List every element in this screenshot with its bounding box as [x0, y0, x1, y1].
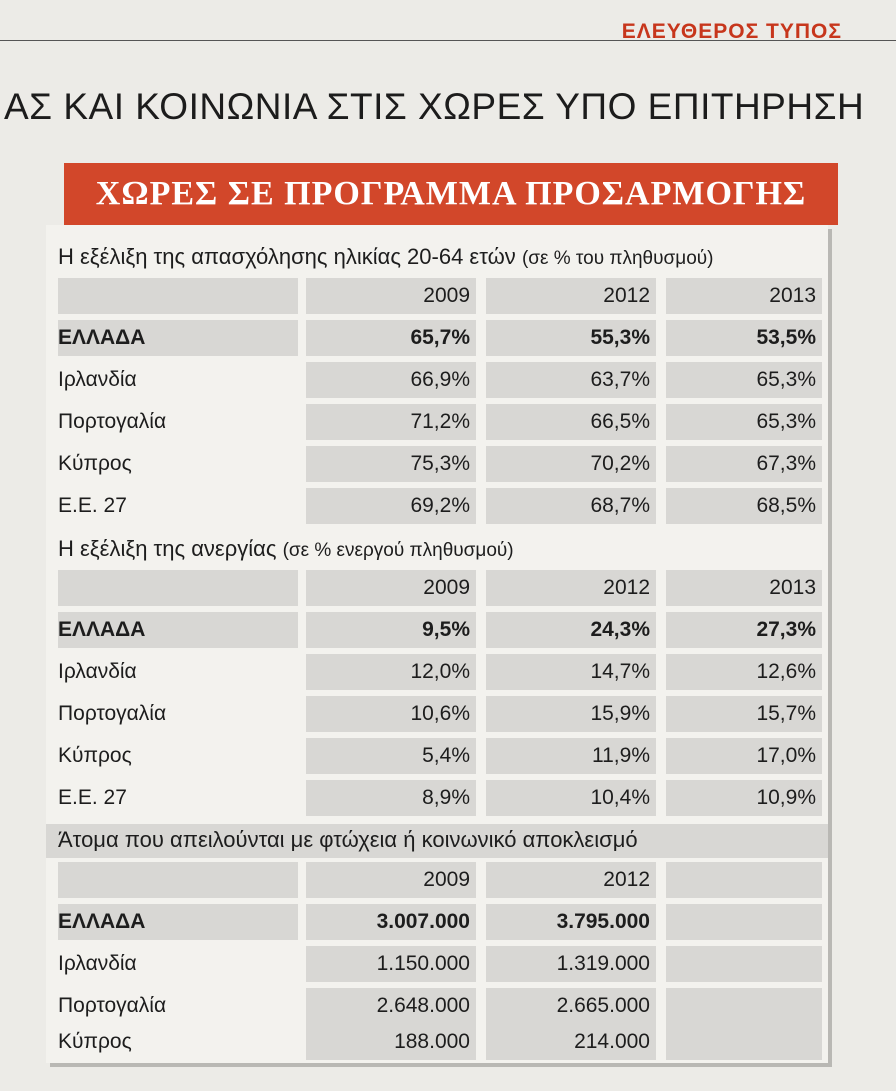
table-banner: ΧΩΡΕΣ ΣΕ ΠΡΟΓΡΑΜΜΑ ΠΡΟΣΑΡΜΟΓΗΣ [64, 163, 838, 225]
table-row: Ιρλανδία 12,0% 14,7% 12,6% [46, 652, 828, 692]
table-row: Κύπρος 188.000 214.000 [46, 1022, 828, 1062]
table-row: ΕΛΛΑΔΑ 9,5% 24,3% 27,3% [46, 610, 828, 650]
newspaper-name: ΕΛΕΥΘΕΡΟΣ ΤΥΠΟΣ [621, 20, 842, 43]
table-row: Πορτογαλία 71,2% 66,5% 65,3% [46, 402, 828, 442]
page-headline: ΑΣ ΚΑΙ ΚΟΙΝΩΝΙΑ ΣΤΙΣ ΧΩΡΕΣ ΥΠΟ ΕΠΙΤΗΡΗΣΗ [4, 86, 865, 127]
section-title-unemployment: Η εξέλιξη της ανεργίας (σε % ενεργού πληθυσμού) [58, 536, 514, 561]
table-row: Ιρλανδία 1.150.000 1.319.000 [46, 944, 828, 984]
table-row: Ε.Ε. 27 69,2% 68,7% 68,5% [46, 486, 828, 526]
table-row: Πορτογαλία 10,6% 15,9% 15,7% [46, 694, 828, 734]
year-header-row: 2009 2012 2013 [46, 276, 828, 316]
table-row: ΕΛΛΑΔΑ 3.007.000 3.795.000 [46, 902, 828, 942]
table-row: Κύπρος 5,4% 11,9% 17,0% [46, 736, 828, 776]
year-header-row: 2009 2012 [46, 860, 828, 900]
section-title-employment: Η εξέλιξη της απασχόλησης ηλικίας 20-64 ετών (σε % του πληθυσμού) [58, 244, 714, 269]
table-row: Ε.Ε. 27 8,9% 10,4% 10,9% [46, 778, 828, 818]
section-title-poverty: Άτομα που απειλούνται με φτώχεια ή κοινωνικό αποκλεισμό [58, 827, 638, 852]
table-row: Κύπρος 75,3% 70,2% 67,3% [46, 444, 828, 484]
table-row: Ιρλανδία 66,9% 63,7% 65,3% [46, 360, 828, 400]
year-header-row: 2009 2012 2013 [46, 568, 828, 608]
table-row: Πορτογαλία 2.648.000 2.665.000 [46, 986, 828, 1026]
table-row: ΕΛΛΑΔΑ 65,7% 55,3% 53,5% [46, 318, 828, 358]
